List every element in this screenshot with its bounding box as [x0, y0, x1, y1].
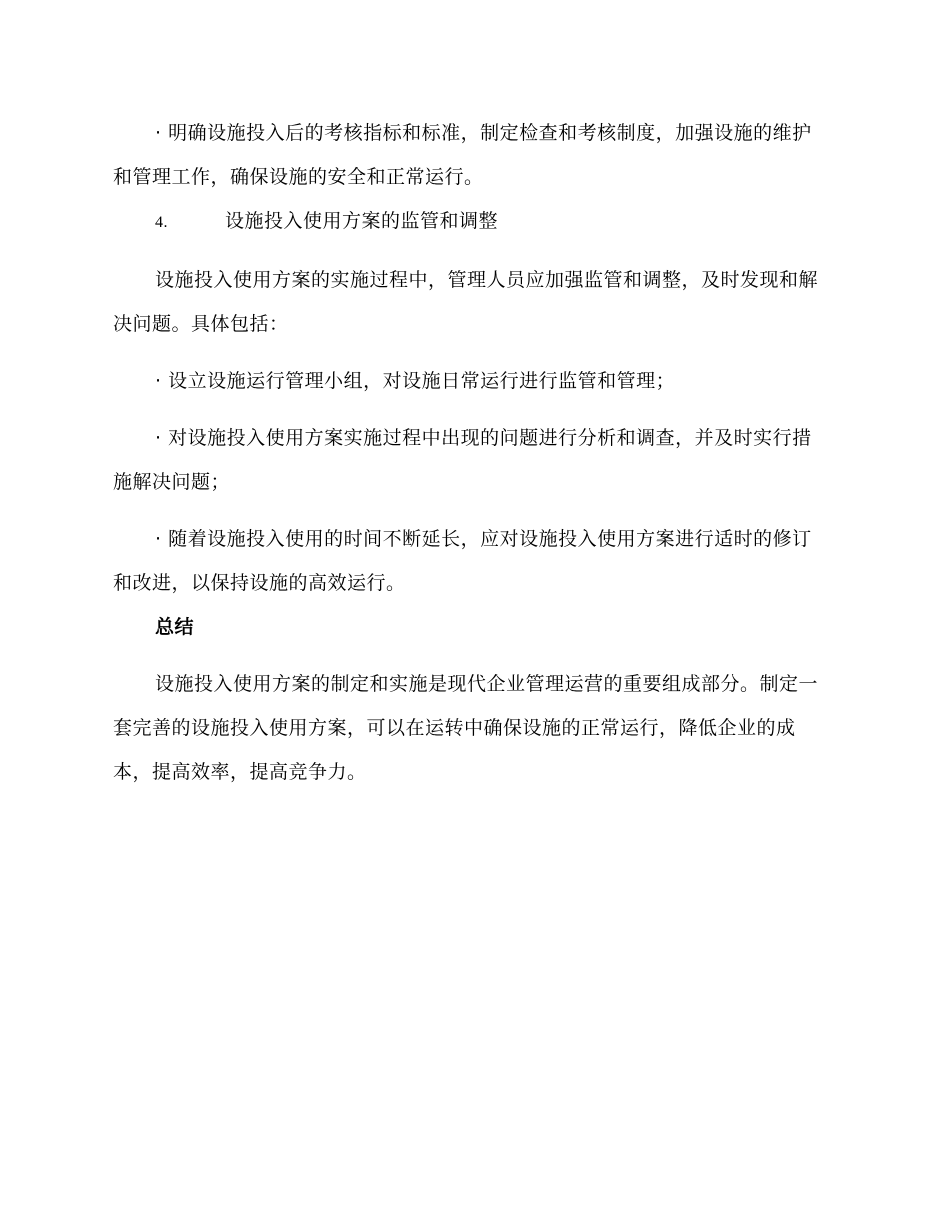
- section-4-intro: 设施投入使用方案的实施过程中，管理人员应加强监管和调整，及时发现和解决问题。具体包括：: [113, 269, 819, 335]
- document-body: [113, 111, 831, 794]
- bullet-paragraph-1: · 设立设施运行管理小组，对设施日常运行进行监管和管理；: [155, 370, 676, 392]
- bullet-paragraph-check: · 明确设施投入后的考核指标和标准，制定检查和考核制度，加强设施的维护和管理工作，确保设施的安全和正常运行。: [113, 122, 812, 188]
- section-4-heading: [113, 199, 831, 245]
- summary-paragraph: 设施投入使用方案的制定和实施是现代企业管理运营的重要组成部分。制定一套完善的设施投入使用方案，可以在运转中确保设施的正常运行，降低企业的成本，提高效率，提高竞争力。: [113, 673, 819, 783]
- section-title: 设施投入使用方案的监管和调整: [225, 210, 499, 232]
- section-number: 4.: [155, 214, 168, 231]
- bullet-paragraph-3: · 随着设施投入使用的时间不断延长，应对设施投入使用方案进行适时的修订和改进，以保持设施的高效运行。: [113, 528, 812, 594]
- bullet-paragraph-2: · 对设施投入使用方案实施过程中出现的问题进行分析和调查，并及时实行措施解决问题；: [113, 427, 812, 493]
- summary-heading: 总结: [155, 616, 195, 638]
